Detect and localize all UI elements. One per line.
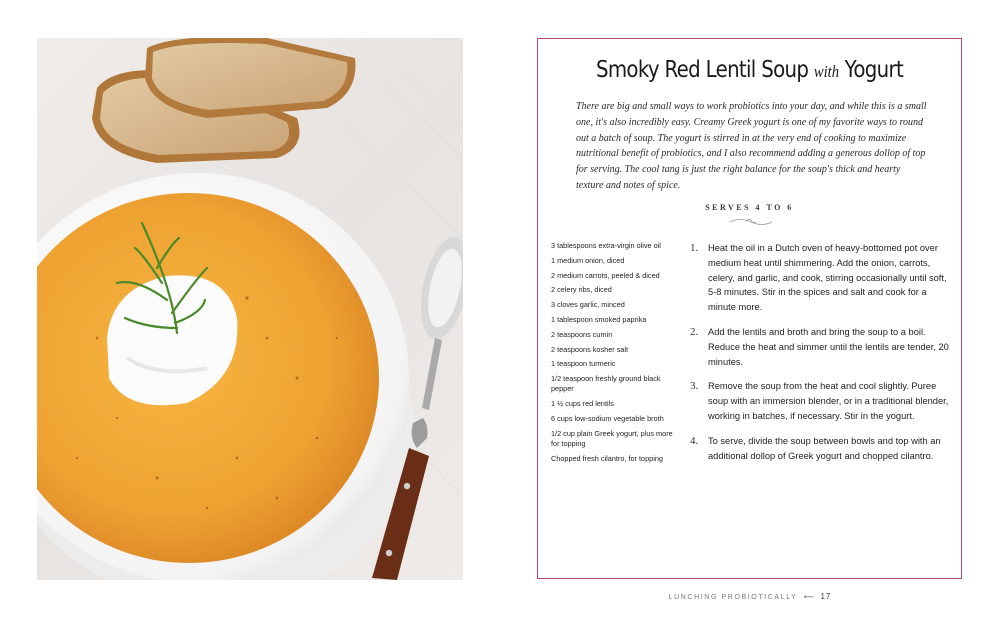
ingredient-item: Chopped fresh cilantro, for topping [551,453,663,463]
step-text: Remove the soup from the heat and cool slightly. Puree soup with an immersion blender, or in a traditional blender, working in batches, if necessary. Stir in the yogurt. [708,381,949,421]
serves-label: SERVES 4 TO 6 [705,203,794,212]
recipe-intro: There are big and small ways to work probiotics into your day, and while this is a small one, it's also incredibly easy. Creamy Greek yogurt is one of my favorite ways to round out a batch of soup. The yogurt is stirred in at the very end of cooking to maximize nutritional benefit of probiotics, and I also recommend adding a generous dollop of top for serving. The cool tang is just the right balance for the soup's thick and hearty texture and notes of spice. [576,101,927,191]
title-with: with [813,62,840,81]
recipe-title [568,57,932,83]
step-item [690,325,952,369]
step-item [690,434,952,464]
step-number: 1. [690,242,699,254]
page-footer [650,592,850,601]
ingredients-list [551,241,676,469]
ingredient-item: 2 celery ribs, diced [551,285,612,295]
step-text: Heat the oil in a Dutch oven of heavy-bottomed pot over medium heat until shimmering. Add the onion, carrots, celery, and garlic, and cook, stirring occasionally until soft, 5-8 minutes. Stir in the spices and salt and cook for a minute more. [708,243,947,313]
title-main: Smoky Red Lentil Soup [595,57,809,83]
ingredient-item: 6 cups low-sodium vegetable broth [551,414,664,424]
step-number: 2. [690,325,699,338]
ingredient-item: 2 teaspoons cumin [551,329,613,339]
recipe-card [537,38,962,579]
title-end: Yogurt [844,57,904,83]
step-item [690,379,952,423]
arrow-left-icon: ⟵ [803,594,814,601]
soup-photo [37,38,463,580]
ingredient-item: 1/2 teaspoon freshly ground black pepper [551,374,661,394]
step-number: 4. [690,434,699,447]
ingredient-item: 1/2 cup plain Greek yogurt, plus more for topping [551,428,673,449]
flourish-icon [728,215,774,229]
ingredient-item: 3 tablespoons extra-virgin olive oil [551,241,661,250]
steps-list [690,241,952,473]
step-text: To serve, divide the soup between bowls and top with an additional dollop of Greek yogurt and chopped cilantro. [708,435,941,461]
ingredient-item: 1 ½ cups red lentils [551,399,614,409]
ingredient-item: 1 teaspoon turmeric [551,359,616,369]
page-number: 17 [820,592,832,601]
bread-slices [92,38,355,163]
step-number: 3. [690,380,699,393]
ingredient-item: 3 cloves garlic, minced [551,300,625,310]
soup-illustration [37,38,463,580]
ingredient-item: 2 teaspoons kosher salt [551,344,629,354]
step-text: Add the lentils and broth and bring the soup to a boil. Reduce the heat and simmer until the lentils are tender, 20 minutes. [708,326,949,367]
section-name: LUNCHING PROBIOTICALLY [668,594,798,601]
ingredient-item: 1 tablespoon smoked paprika [551,314,647,324]
ingredient-item: 2 medium carrots, peeled & diced [551,270,660,280]
ingredient-item: 1 medium onion, diced [551,255,625,265]
step-item [690,241,952,315]
